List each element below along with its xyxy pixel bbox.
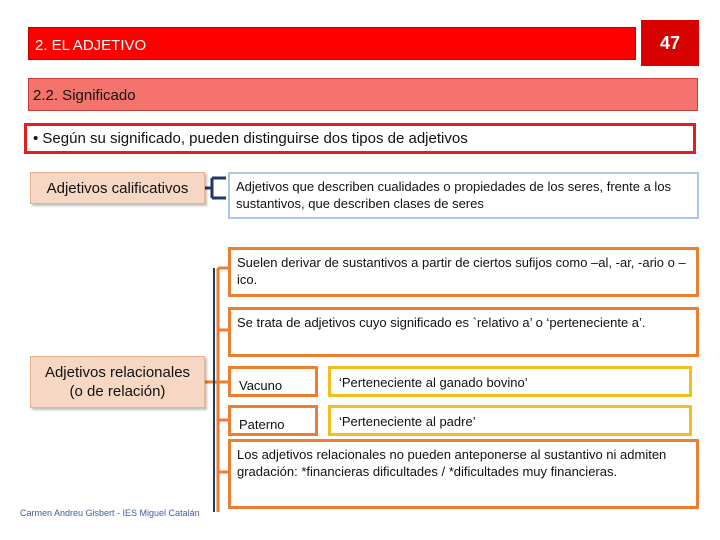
category-calificativos-label: Adjetivos calificativos	[46, 179, 189, 197]
category-relacionales-label	[45, 363, 190, 401]
calificativos-description: Adjetivos que describen cualidades o propiedades de los seres, frente a los sustantivos, que describen clases de seres	[236, 179, 672, 211]
relativo-description: Se trata de adjetivos cuyo significado es `relativo a’ o ‘perteneciente a’.	[237, 315, 646, 330]
example-word-box	[228, 405, 318, 436]
example-meaning: ‘Perteneciente al ganado bovino’	[339, 375, 528, 390]
relativo-description-box	[228, 307, 699, 357]
relacionales-bracket	[205, 268, 228, 512]
footer-credit	[20, 508, 200, 518]
gradacion-description: Los adjetivos relacionales no pueden anteponerse al sustantivo ni admiten gradación: *financieras dificultades / *dificultades muy financieras.	[237, 447, 667, 479]
category-relacionales-line2: (o de relación)	[69, 383, 166, 400]
calificativos-description-box	[228, 172, 699, 219]
example-meaning: ‘Perteneciente al padre’	[339, 414, 476, 429]
example-word: Paterno	[239, 417, 285, 432]
category-calificativos	[30, 172, 205, 204]
page-number: 47	[659, 32, 681, 53]
slide-title: 2. EL ADJETIVO	[35, 37, 147, 54]
example-meaning-box	[328, 405, 692, 436]
footer-text: Carmen Andreu Gisbert - IES Miguel Catalán	[20, 508, 200, 518]
gradacion-description-box	[228, 439, 699, 509]
example-word: Vacuno	[239, 378, 283, 393]
example-meaning-box	[328, 366, 692, 397]
sufijos-description-box	[228, 247, 699, 297]
category-relacionales	[30, 356, 205, 408]
calificativos-bracket	[205, 178, 226, 198]
sufijos-description: Suelen derivar de sustantivos a partir de ciertos sufijos como –al, -ar, -ario o –ico.	[237, 255, 686, 287]
example-word-box	[228, 366, 318, 397]
section-subtitle: 2.2. Significado	[33, 87, 136, 104]
intro-text: • Según su significado, pueden distinguirse dos tipos de adjetivos	[33, 130, 468, 147]
category-relacionales-line1: Adjetivos relacionales	[44, 364, 191, 381]
